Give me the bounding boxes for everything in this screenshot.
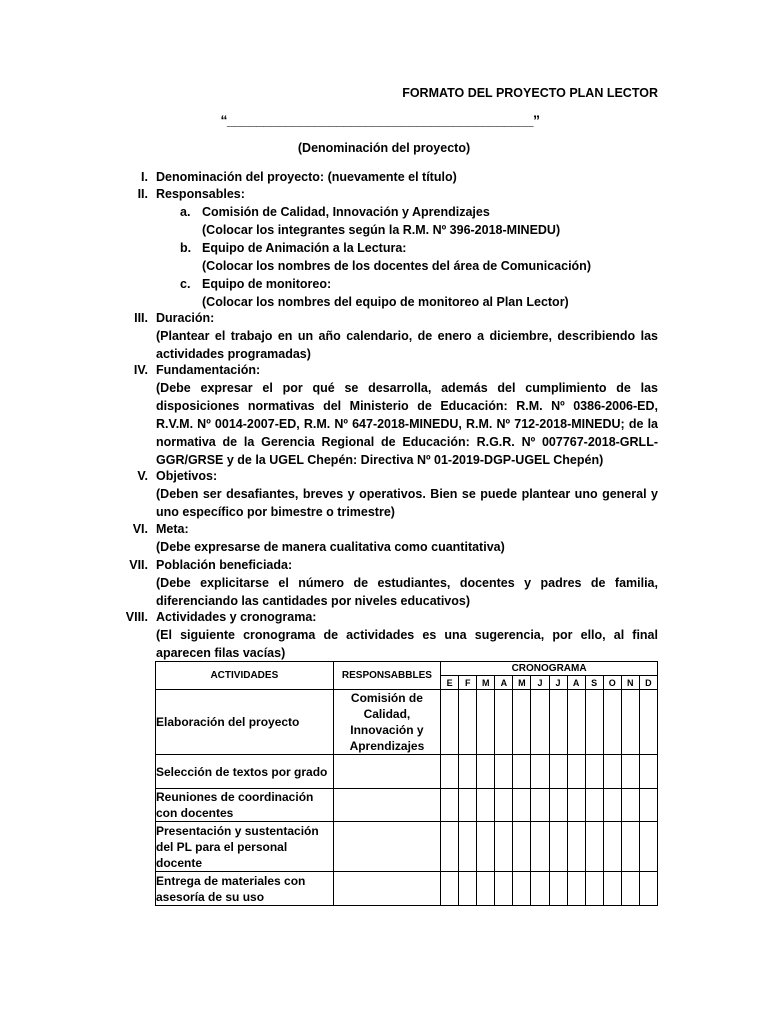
- table-row: [156, 755, 658, 789]
- month-cell: [549, 690, 567, 755]
- section-label: Actividades y cronograma:: [156, 610, 317, 624]
- month-cell: [549, 789, 567, 822]
- month-header: E: [441, 676, 459, 690]
- responsable-item-a: [180, 203, 658, 239]
- section-number: IV.: [133, 363, 148, 377]
- month-header: S: [585, 676, 603, 690]
- section-label: Población beneficiada:: [156, 558, 293, 572]
- activity-cell: Elaboración del proyecto: [156, 690, 334, 755]
- month-cell: [549, 872, 567, 906]
- month-cell: [459, 755, 477, 789]
- month-cell: [441, 690, 459, 755]
- month-cell: [549, 822, 567, 872]
- section-text: (Plantear el trabajo en un año calendario, de enero a diciembre, describiendo las actividades programadas): [156, 329, 658, 361]
- month-cell: [459, 789, 477, 822]
- month-header: J: [531, 676, 549, 690]
- project-name-caption: (Denominación del proyecto): [297, 141, 471, 155]
- month-cell: [477, 872, 495, 906]
- item-letter: b.: [180, 241, 192, 255]
- section-number: V.: [137, 469, 148, 483]
- section-text: (Deben ser desafiantes, breves y operativos. Bien se puede plantear uno general y uno específico por bimestre o trimestre): [156, 487, 658, 519]
- month-cell: [621, 690, 639, 755]
- section-number: II.: [137, 187, 148, 201]
- section-label: Fundamentación:: [156, 363, 261, 377]
- responsible-cell: [333, 822, 440, 872]
- section-number: I.: [141, 170, 148, 184]
- item-letter: c.: [180, 277, 191, 291]
- month-cell: [495, 872, 513, 906]
- item-letter: a.: [180, 205, 191, 219]
- schedule-table: [155, 661, 658, 906]
- section-objetivos: [110, 467, 658, 521]
- month-cell: [459, 822, 477, 872]
- section-text: (El siguiente cronograma de actividades es una sugerencia, por ello, al final aparecen filas vacías): [156, 628, 658, 660]
- section-number: VI.: [132, 522, 148, 536]
- header-activities: ACTIVIDADES: [156, 662, 334, 690]
- month-cell: [567, 822, 585, 872]
- month-cell: [459, 872, 477, 906]
- month-cell: [567, 789, 585, 822]
- month-cell: [477, 789, 495, 822]
- month-header: A: [567, 676, 585, 690]
- month-cell: [441, 822, 459, 872]
- month-cell: [603, 822, 621, 872]
- section-text: (Debe expresarse de manera cualitativa como cuantitativa): [156, 540, 505, 554]
- section-duracion: [110, 309, 658, 363]
- month-header: M: [477, 676, 495, 690]
- month-cell: [513, 755, 531, 789]
- project-name-blank: “__________________________________________”: [220, 112, 540, 128]
- month-header: A: [495, 676, 513, 690]
- document-title: FORMATO DEL PROYECTO PLAN LECTOR: [402, 86, 658, 100]
- month-cell: [567, 872, 585, 906]
- month-cell: [513, 789, 531, 822]
- month-cell: [459, 690, 477, 755]
- month-cell: [621, 755, 639, 789]
- section-label: Duración:: [156, 311, 215, 325]
- month-cell: [585, 789, 603, 822]
- activity-cell: Presentación y sustentación del PL para el personal docente: [156, 822, 334, 872]
- header-schedule: CRONOGRAMA: [441, 662, 658, 676]
- responsible-cell: Comisión de Calidad, Innovación y Aprendizajes: [333, 690, 440, 755]
- header-responsibles: RESPONSABBLES: [333, 662, 440, 690]
- section-text: (Debe expresar el por qué se desarrolla, además del cumplimiento de las disposiciones normativas del Ministerio de Educación: R.M. Nº 0386-2006-ED, R.V.M. Nº 0014-2007-ED, R.M. Nº 647-2018-MINEDU, R.M. Nº 712-2018-MINEDU; de la normativa de la Gerencia Regional de Educación: R.G.R. Nº 007767-2018-GRLL-GGR/GRSE y de la UGEL Chepén: Directiva Nº 01-2019-DGP-UGEL Chepén): [156, 381, 658, 467]
- month-cell: [495, 822, 513, 872]
- section-fundamentacion: [110, 361, 658, 469]
- section-responsables: [110, 185, 658, 311]
- responsible-cell: [333, 789, 440, 822]
- month-cell: [603, 755, 621, 789]
- month-cell: [603, 872, 621, 906]
- item-note: (Colocar los nombres del equipo de monitoreo al Plan Lector): [202, 295, 569, 309]
- month-cell: [639, 789, 657, 822]
- section-denominacion: [110, 168, 658, 186]
- section-label: Meta:: [156, 522, 189, 536]
- month-cell: [567, 690, 585, 755]
- month-cell: [477, 690, 495, 755]
- section-number: III.: [134, 311, 148, 325]
- month-cell: [513, 872, 531, 906]
- responsible-cell: [333, 872, 440, 906]
- month-header: F: [459, 676, 477, 690]
- table-row: [156, 872, 658, 906]
- table-row: [156, 822, 658, 872]
- section-text: (nuevamente el título): [324, 170, 457, 184]
- month-cell: [585, 690, 603, 755]
- section-poblacion: [110, 556, 658, 610]
- month-cell: [567, 755, 585, 789]
- item-title: Equipo de monitoreo:: [202, 277, 332, 291]
- month-cell: [531, 822, 549, 872]
- month-cell: [513, 690, 531, 755]
- month-cell: [603, 690, 621, 755]
- responsable-item-c: [180, 275, 658, 311]
- month-cell: [513, 822, 531, 872]
- month-cell: [639, 822, 657, 872]
- section-meta: [110, 520, 658, 556]
- month-cell: [477, 755, 495, 789]
- month-cell: [441, 872, 459, 906]
- month-cell: [531, 789, 549, 822]
- month-cell: [603, 789, 621, 822]
- month-cell: [477, 822, 495, 872]
- section-label: Denominación del proyecto:: [156, 170, 325, 184]
- month-cell: [495, 789, 513, 822]
- section-actividades: [110, 608, 658, 662]
- month-cell: [639, 872, 657, 906]
- month-cell: [585, 755, 603, 789]
- section-number: VIII.: [125, 610, 148, 624]
- month-cell: [549, 755, 567, 789]
- activity-cell: Entrega de materiales con asesoría de su uso: [156, 872, 334, 906]
- month-cell: [441, 755, 459, 789]
- month-cell: [585, 872, 603, 906]
- month-cell: [495, 690, 513, 755]
- month-cell: [639, 755, 657, 789]
- month-header: O: [603, 676, 621, 690]
- item-note: (Colocar los nombres de los docentes del área de Comunicación): [202, 259, 591, 273]
- month-cell: [441, 789, 459, 822]
- month-cell: [531, 690, 549, 755]
- item-title: Equipo de Animación a la Lectura:: [202, 241, 407, 255]
- month-cell: [621, 872, 639, 906]
- month-header: M: [513, 676, 531, 690]
- month-cell: [639, 690, 657, 755]
- month-cell: [531, 755, 549, 789]
- responsable-item-b: [180, 239, 658, 275]
- month-header: J: [549, 676, 567, 690]
- month-header: D: [639, 676, 657, 690]
- section-label: Responsables:: [156, 187, 245, 201]
- item-note: (Colocar los integrantes según la R.M. Nº 396-2018-MINEDU): [202, 223, 561, 237]
- activity-cell: Selección de textos por grado: [156, 755, 334, 789]
- month-cell: [621, 789, 639, 822]
- month-cell: [495, 755, 513, 789]
- section-label: Objetivos:: [156, 469, 218, 483]
- section-text: (Debe explicitarse el número de estudiantes, docentes y padres de familia, diferenciando las cantidades por niveles educativos): [156, 576, 658, 608]
- section-number: VII.: [129, 558, 148, 572]
- month-header: N: [621, 676, 639, 690]
- month-cell: [531, 872, 549, 906]
- item-title: Comisión de Calidad, Innovación y Aprendizajes: [202, 205, 490, 219]
- activity-cell: Reuniones de coordinación con docentes: [156, 789, 334, 822]
- table-row: [156, 789, 658, 822]
- responsible-cell: [333, 755, 440, 789]
- month-cell: [585, 822, 603, 872]
- month-cell: [621, 822, 639, 872]
- table-row: [156, 690, 658, 755]
